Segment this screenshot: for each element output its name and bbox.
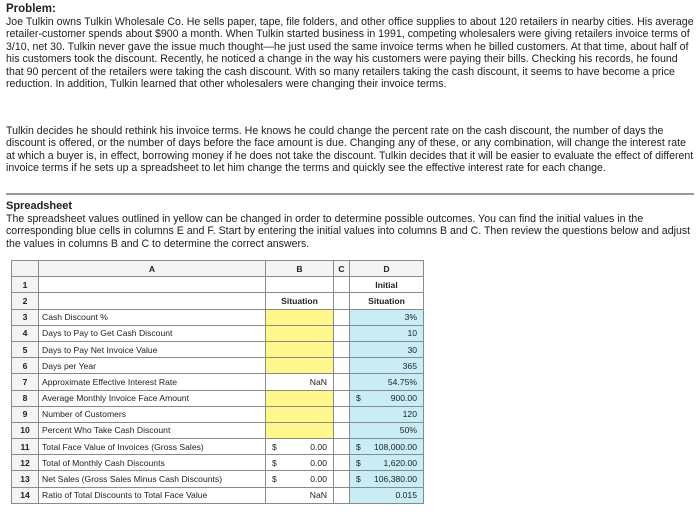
situation-value: NaN xyxy=(309,490,327,501)
initial-situation-cell xyxy=(350,455,424,471)
table-row xyxy=(12,471,424,487)
situation-cell xyxy=(266,471,334,487)
row-label: Days to Pay Net Invoice Value xyxy=(39,341,266,357)
initial-situation-cell xyxy=(350,487,424,503)
spacer-cell xyxy=(334,325,350,341)
section-divider xyxy=(6,193,694,195)
column-header-b: B xyxy=(266,261,334,277)
initial-value: 0.015 xyxy=(395,490,417,501)
spacer-cell xyxy=(334,439,350,455)
row-label: Days to Pay to Get Cash Discount xyxy=(39,325,266,341)
initial-currency: $ xyxy=(356,393,361,404)
initial-situation-cell xyxy=(350,374,424,390)
initial-situation-cell xyxy=(350,390,424,406)
situation-cell xyxy=(266,374,334,390)
situation-value: 0.00 xyxy=(310,474,327,485)
table-row xyxy=(12,406,424,422)
cell-d2-situation-header: Situation xyxy=(350,293,424,309)
row-number: 12 xyxy=(12,455,39,471)
initial-value: 120 xyxy=(402,409,417,420)
row-number: 8 xyxy=(12,390,39,406)
row-label: Approximate Effective Interest Rate xyxy=(39,374,266,390)
cell-c1 xyxy=(334,277,350,293)
cell-a1 xyxy=(39,277,266,293)
row-number: 13 xyxy=(12,471,39,487)
initial-value: 106,380.00 xyxy=(373,474,417,485)
table-row xyxy=(12,439,424,455)
initial-situation-cell xyxy=(350,358,424,374)
situation-cell[interactable] xyxy=(266,341,334,357)
row-label: Cash Discount % xyxy=(39,309,266,325)
table-row xyxy=(12,277,424,293)
table-row xyxy=(12,309,424,325)
spacer-cell xyxy=(334,406,350,422)
situation-cell xyxy=(266,455,334,471)
initial-currency: $ xyxy=(356,441,361,452)
table-row xyxy=(12,325,424,341)
situation-value: 0.00 xyxy=(310,457,327,468)
situation-cell xyxy=(266,439,334,455)
table-row xyxy=(12,422,424,438)
situation-currency: $ xyxy=(272,441,277,452)
row-label: Total of Monthly Cash Discounts xyxy=(39,455,266,471)
situation-cell[interactable] xyxy=(266,406,334,422)
problem-paragraph-2: Tulkin decides he should rethink his invoice terms. He knows he could change the percent rate on the cash discount, the number of days the discount is offered, or the number of days before the face amount is due. Changing any of these, or any combination, will change the interest rate at which a buyer is, in effect, borrowing money if he does not take the discount. Tulkin decides that it will be easier to evaluate the effect of different invoice terms if he sets up a spreadsheet to let him change the terms and quickly see the effective interest rate for each change. xyxy=(6,125,694,175)
initial-situation-cell xyxy=(350,406,424,422)
row-number: 1 xyxy=(12,277,39,293)
initial-value: 30 xyxy=(407,344,417,355)
spacer-cell xyxy=(334,358,350,374)
spacer-cell xyxy=(334,374,350,390)
table-row xyxy=(12,358,424,374)
initial-value: 3% xyxy=(404,312,417,323)
row-number: 4 xyxy=(12,325,39,341)
spacer-cell xyxy=(334,309,350,325)
spreadsheet-table xyxy=(11,260,424,504)
column-header-d: D xyxy=(350,261,424,277)
row-label: Total Face Value of Invoices (Gross Sales) xyxy=(39,439,266,455)
initial-situation-cell xyxy=(350,309,424,325)
table-row xyxy=(12,390,424,406)
table-row xyxy=(12,487,424,503)
row-number: 6 xyxy=(12,358,39,374)
situation-cell xyxy=(266,487,334,503)
row-number: 2 xyxy=(12,293,39,309)
column-header-c: C xyxy=(334,261,350,277)
row-label: Percent Who Take Cash Discount xyxy=(39,422,266,438)
row-number: 5 xyxy=(12,341,39,357)
cell-d1-initial-header: Initial xyxy=(350,277,424,293)
situation-currency: $ xyxy=(272,457,277,468)
row-label: Net Sales (Gross Sales Minus Cash Discounts) xyxy=(39,471,266,487)
spacer-cell xyxy=(334,471,350,487)
initial-value: 900.00 xyxy=(390,393,417,404)
situation-cell[interactable] xyxy=(266,390,334,406)
row-number: 3 xyxy=(12,309,39,325)
spreadsheet-intro: The spreadsheet values outlined in yellow can be changed in order to determine possible outcomes. You can find the initial values in the corresponding blue cells in columns E and F. Start by entering the initial values into columns B and C. Then review the questions below and adjust the values in columns B and C to determine the correct answers. xyxy=(6,213,691,250)
initial-value: 54.75% xyxy=(387,376,417,387)
spacer-cell xyxy=(334,455,350,471)
cell-a2 xyxy=(39,293,266,309)
initial-situation-cell xyxy=(350,422,424,438)
column-header-row xyxy=(12,261,424,277)
initial-situation-cell xyxy=(350,471,424,487)
cell-c2 xyxy=(334,293,350,309)
initial-situation-cell xyxy=(350,325,424,341)
initial-currency: $ xyxy=(356,474,361,485)
situation-cell[interactable] xyxy=(266,325,334,341)
row-label: Number of Customers xyxy=(39,406,266,422)
table-row xyxy=(12,455,424,471)
corner-cell xyxy=(12,261,39,277)
spacer-cell xyxy=(334,487,350,503)
situation-value: NaN xyxy=(309,376,327,387)
initial-value: 1,620.00 xyxy=(383,457,417,468)
situation-value: 0.00 xyxy=(310,441,327,452)
initial-value: 10 xyxy=(407,328,417,339)
initial-currency: $ xyxy=(356,457,361,468)
row-label: Average Monthly Invoice Face Amount xyxy=(39,390,266,406)
initial-value: 365 xyxy=(402,360,417,371)
row-label: Days per Year xyxy=(39,358,266,374)
problem-paragraph-1: Joe Tulkin owns Tulkin Wholesale Co. He sells paper, tape, file folders, and other office supplies to about 120 retailers in nearby cities. His average retailer-customer spends about $900 a month. When Tulkin started business in 1991, competing wholesalers were giving retailers invoice terms of 3/10, net 30. Tulkin never gave the issue much thought—he just used the same invoice terms when he billed customers. At that time, about half of his customers took the discount. Recently, he noticed a change in the way his customers were paying their bills. Checking his records, he found that 90 percent of the retailers were taking the cash discount. With so many retailers taking the cash discount, it seems to have become a price reduction. In addition, Tulkin learned that other wholesalers were changing their invoice terms. xyxy=(6,16,694,91)
situation-cell[interactable] xyxy=(266,358,334,374)
table-row xyxy=(12,374,424,390)
row-label: Ratio of Total Discounts to Total Face Value xyxy=(39,487,266,503)
initial-value: 108,000.00 xyxy=(373,441,417,452)
cell-b1 xyxy=(266,277,334,293)
cell-b2-situation-header: Situation xyxy=(266,293,334,309)
column-header-a: A xyxy=(39,261,266,277)
row-number: 9 xyxy=(12,406,39,422)
spacer-cell xyxy=(334,341,350,357)
row-number: 11 xyxy=(12,439,39,455)
situation-currency: $ xyxy=(272,474,277,485)
initial-situation-cell xyxy=(350,439,424,455)
situation-cell[interactable] xyxy=(266,422,334,438)
table-row xyxy=(12,341,424,357)
situation-cell[interactable] xyxy=(266,309,334,325)
row-number: 14 xyxy=(12,487,39,503)
initial-value: 50% xyxy=(399,425,417,436)
row-number: 10 xyxy=(12,422,39,438)
spreadsheet-title: Spreadsheet xyxy=(6,200,73,212)
table-row xyxy=(12,293,424,309)
spacer-cell xyxy=(334,390,350,406)
problem-title: Problem: xyxy=(6,3,56,15)
row-number: 7 xyxy=(12,374,39,390)
spacer-cell xyxy=(334,422,350,438)
initial-situation-cell xyxy=(350,341,424,357)
